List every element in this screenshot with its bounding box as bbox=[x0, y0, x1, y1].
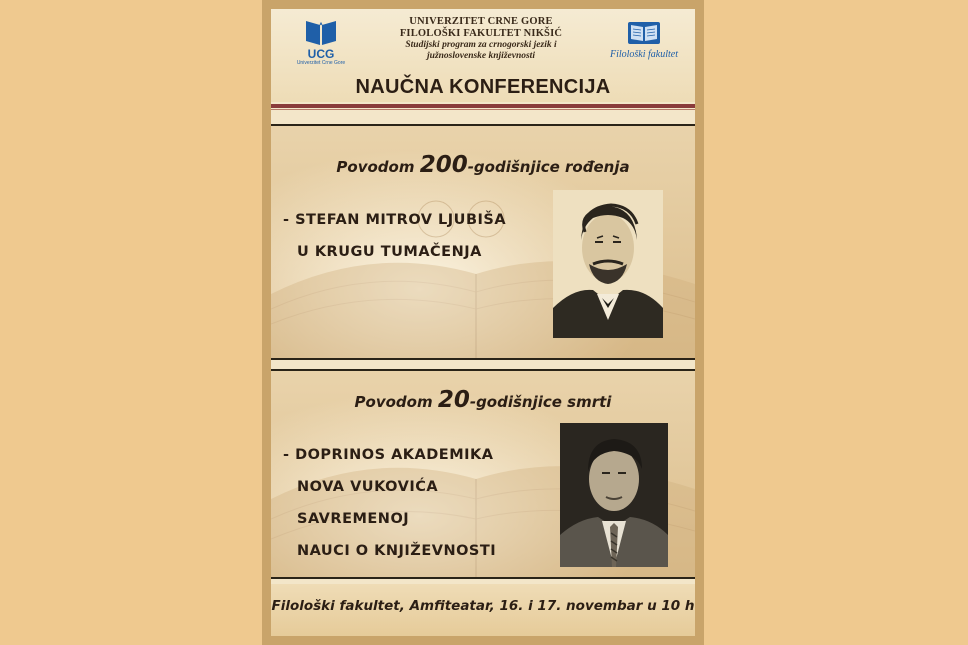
portrait-vukovic bbox=[560, 423, 668, 567]
topic-line: NAUCI O KNJIŽEVNOSTI bbox=[297, 543, 497, 559]
header-divider-thin bbox=[271, 109, 695, 110]
ucg-logo-text: UCG bbox=[307, 47, 335, 61]
institution-block bbox=[361, 16, 601, 62]
section-bottom-rule bbox=[271, 358, 695, 360]
poster-inner bbox=[271, 9, 695, 636]
topic-line: - STEFAN MITROV LJUBIŠA bbox=[283, 212, 507, 228]
faculty-logo-text: Filološki fakultet bbox=[609, 49, 679, 60]
conference-poster bbox=[262, 0, 704, 645]
section-bottom-rule bbox=[271, 577, 695, 579]
ucg-logo bbox=[293, 17, 349, 79]
section-vukovic bbox=[271, 369, 695, 579]
topic-line: SAVREMENOJ bbox=[297, 511, 410, 527]
occasion-heading bbox=[271, 152, 695, 178]
poster-header bbox=[271, 9, 695, 102]
conference-title: NAUČNA KONFERENCIJA bbox=[355, 76, 611, 98]
occasion-number: 200 bbox=[419, 152, 468, 178]
occasion-prefix: Povodom bbox=[354, 393, 438, 411]
topic-line: U KRUGU TUMAČENJA bbox=[297, 244, 482, 260]
venue-date-time: Filološki fakultet, Amfiteatar, 16. i 17. novembar u 10 h bbox=[271, 598, 695, 614]
occasion-prefix: Povodom bbox=[336, 158, 420, 176]
section-top-rule bbox=[271, 369, 695, 371]
header-divider bbox=[271, 104, 695, 108]
occasion-suffix: -godišnjice smrti bbox=[469, 393, 612, 411]
study-program-line1: Studijski program za crnogorski jezik i bbox=[405, 40, 557, 50]
ucg-logo-subtitle: Univerzitet Crne Gore bbox=[296, 60, 346, 66]
open-book-icon bbox=[627, 19, 661, 47]
university-name: UNIVERZITET CRNE GORE bbox=[409, 16, 553, 27]
section-top-rule bbox=[271, 124, 695, 126]
occasion-number: 20 bbox=[437, 387, 470, 413]
portrait-photo bbox=[560, 423, 668, 567]
occasion-heading bbox=[271, 387, 695, 413]
section-ljubisa bbox=[271, 124, 695, 360]
portrait-engraving bbox=[553, 190, 663, 338]
faculty-logo bbox=[601, 19, 687, 60]
topic-title bbox=[283, 439, 496, 567]
occasion-suffix: -godišnjice rođenja bbox=[467, 158, 630, 176]
faculty-name: FILOLOŠKI FAKULTET NIKŠIĆ bbox=[399, 28, 563, 39]
topic-line: - DOPRINOS AKADEMIKA bbox=[283, 447, 494, 463]
topic-line: NOVA VUKOVIĆA bbox=[297, 479, 439, 495]
study-program-line2: južnoslovenske književnosti bbox=[427, 51, 535, 61]
portrait-ljubisa bbox=[553, 190, 663, 338]
open-book-icon bbox=[304, 17, 338, 47]
topic-title bbox=[283, 204, 506, 268]
